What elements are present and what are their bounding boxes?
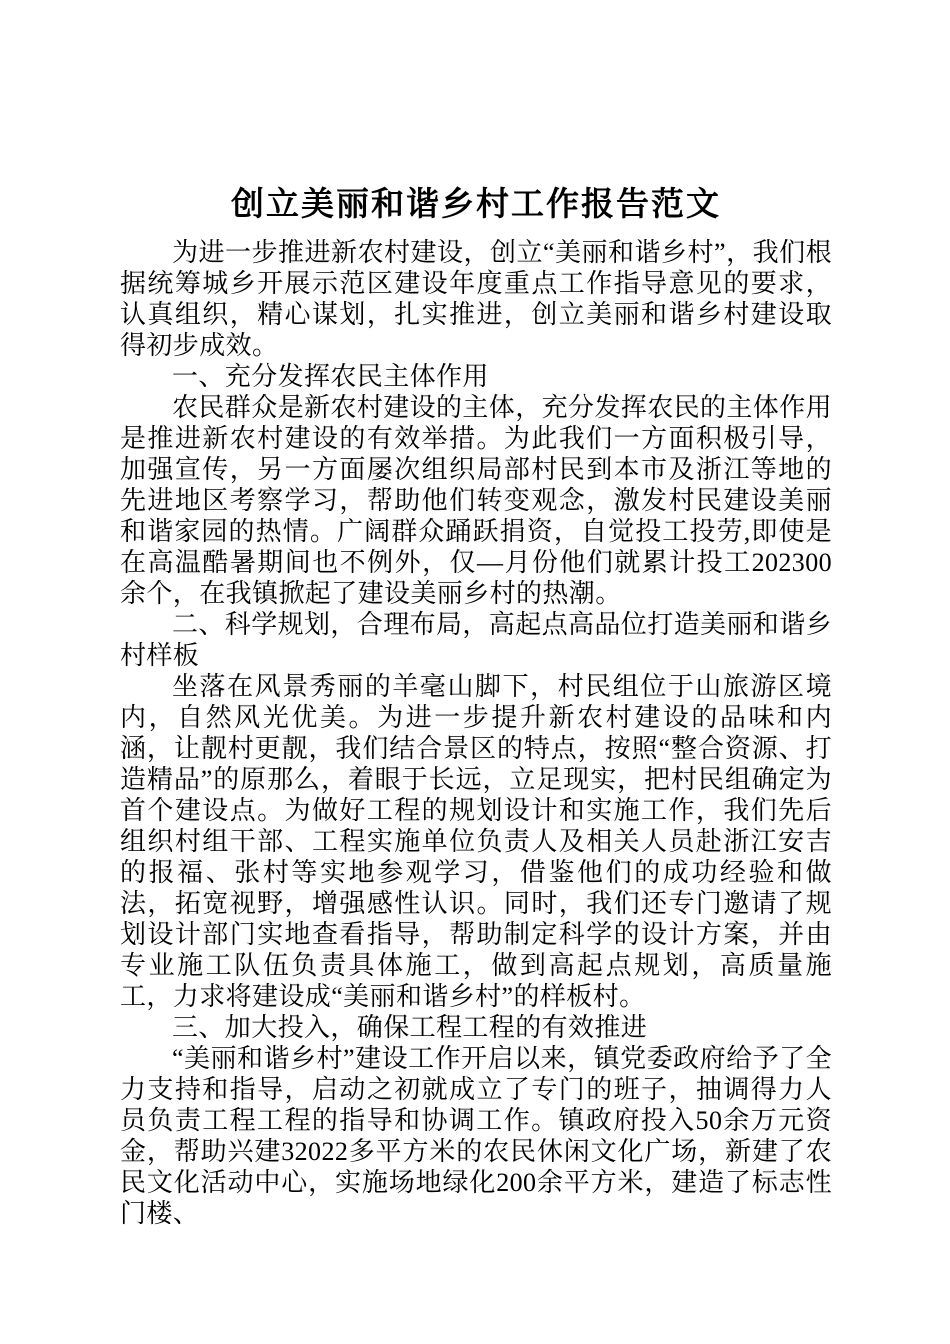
document-body [120, 237, 832, 1229]
section-heading-2: 二、科学规划，合理布局，高起点高品位打造美丽和谐乡村样板 [120, 610, 833, 670]
document-title: 创立美丽和谐乡村工作报告范文 [231, 187, 721, 223]
paragraph-section-3: “美丽和谐乡村”建设工作开启以来，镇党委政府给予了全力支持和指导，启动之初就成立了专门的班子，抽调得力人员负责工程工程的指导和协调工作。镇政府投入50余万元资金，帮助兴建32022多平方米的农民休闲文化广场，新建了农民文化活动中心，实施场地绿化200余平方米，建造了标志性门楼、 [120, 1044, 832, 1228]
paragraph-section-2: 坐落在风景秀丽的羊毫山脚下，村民组位于山旅游区境内，自然风光优美。为进一步提升新农村建设的品味和内涵，让靓村更靓，我们结合景区的特点，按照“整合资源、打造精品”的原那么，着眼于长远，立足现实，把村民组确定为首个建设点。为做好工程的规划设计和实施工作，我们先后组织村组干部、工程实施单位负责人及相关人员赴浙江安吉的报福、张村等实地参观学习，借鉴他们的成功经验和做法，拓宽视野，增强感性认识。同时，我们还专门邀请了规划设计部门实地查看指导，帮助制定科学的设计方案，并由专业施工队伍负责具体施工，做到高起点规划，高质量施工，力求将建设成“美丽和谐乡村”的样板村。 [120, 672, 832, 1011]
paragraph-intro: 为进一步推进新农村建设，创立“美丽和谐乡村”，我们根据统筹城乡开展示范区建设年度重点工作指导意见的要求，认真组织，精心谋划，扎实推进，创立美丽和谐乡村建设取得初步成效。 [120, 238, 832, 360]
section-heading-3: 三、加大投入，确保工程工程的有效推进 [172, 1013, 648, 1042]
section-heading-1: 一、充分发挥农民主体作用 [172, 362, 489, 391]
paragraph-section-1: 农民群众是新农村建设的主体，充分发挥农民的主体作用是推进新农村建设的有效举措。为此我们一方面积极引导，加强宣传，另一方面屡次组织局部村民到本市及浙江等地的先进地区考察学习，帮助他们转变观念，激发村民建设美丽和谐家园的热情。广阔群众踊跃捐资，自觉投工投劳,即使是在高温酷暑期间也不例外，仅—月份他们就累计投工202300余个，在我镇掀起了建设美丽乡村的热潮。 [120, 393, 833, 608]
